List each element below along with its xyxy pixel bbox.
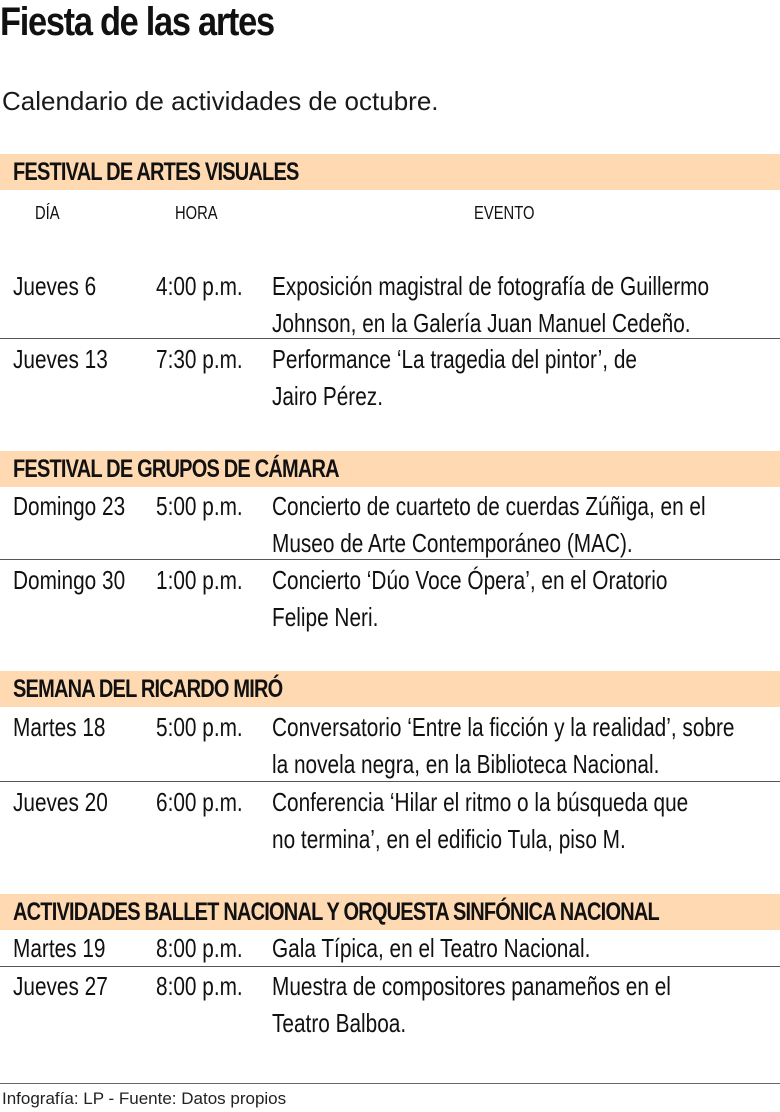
row-divider bbox=[0, 559, 780, 560]
event-day: Martes 19 bbox=[13, 933, 106, 963]
section-title: ACTIVIDADES BALLET NACIONAL Y ORQUESTA SINFÓNICA NACIONAL bbox=[13, 898, 659, 926]
event-desc-line1: Performance ‘La tragedia del pintor’, de bbox=[272, 344, 637, 374]
event-day: Jueves 13 bbox=[13, 344, 108, 374]
event-hour: 7:30 p.m. bbox=[156, 344, 243, 374]
event-desc-line2: Jairo Pérez. bbox=[272, 381, 383, 411]
column-header-hour: HORA bbox=[175, 203, 218, 223]
event-desc-line1: Conversatorio ‘Entre la ficción y la realidad’, sobre bbox=[272, 712, 735, 742]
event-day: Jueves 20 bbox=[13, 787, 108, 817]
page-title: Fiesta de las artes bbox=[0, 0, 274, 44]
event-hour: 8:00 p.m. bbox=[156, 971, 243, 1001]
footer-divider bbox=[0, 1083, 780, 1084]
event-desc-line1: Exposición magistral de fotografía de Guillermo bbox=[272, 271, 710, 301]
event-day: Domingo 23 bbox=[13, 491, 126, 521]
section-header-grupos-camara bbox=[0, 451, 780, 487]
event-day: Jueves 6 bbox=[13, 271, 97, 301]
row-divider bbox=[0, 338, 780, 339]
event-desc-line1: Concierto de cuarteto de cuerdas Zúñiga, en el bbox=[272, 491, 706, 521]
page-subtitle: Calendario de actividades de octubre. bbox=[2, 86, 439, 116]
event-hour: 5:00 p.m. bbox=[156, 491, 243, 521]
event-day: Domingo 30 bbox=[13, 565, 126, 595]
event-hour: 8:00 p.m. bbox=[156, 933, 243, 963]
event-desc-line2: Teatro Balboa. bbox=[272, 1008, 407, 1038]
section-title: FESTIVAL DE ARTES VISUALES bbox=[13, 158, 299, 186]
event-hour: 1:00 p.m. bbox=[156, 565, 243, 595]
event-hour: 6:00 p.m. bbox=[156, 787, 243, 817]
event-desc-line2: Museo de Arte Contemporáneo (MAC). bbox=[272, 528, 633, 558]
source-credit: Infografía: LP - Fuente: Datos propios bbox=[2, 1089, 287, 1108]
event-desc-line2: la novela negra, en la Biblioteca Nacional. bbox=[272, 749, 660, 779]
event-hour: 5:00 p.m. bbox=[156, 712, 243, 742]
event-desc-line1: Gala Típica, en el Teatro Nacional. bbox=[272, 933, 591, 963]
section-title: FESTIVAL DE GRUPOS DE CÁMARA bbox=[13, 455, 339, 483]
section-header-artes-visuales bbox=[0, 154, 780, 190]
event-desc-line1: Concierto ‘Dúo Voce Ópera’, en el Oratorio bbox=[272, 565, 668, 595]
section-header-ricardo-miro bbox=[0, 671, 780, 707]
event-desc-line2: no termina’, en el edificio Tula, piso M. bbox=[272, 824, 626, 854]
column-header-event: EVENTO bbox=[474, 203, 535, 223]
event-desc-line2: Johnson, en la Galería Juan Manuel Cedeño. bbox=[272, 308, 691, 338]
event-day: Jueves 27 bbox=[13, 971, 108, 1001]
event-day: Martes 18 bbox=[13, 712, 106, 742]
row-divider bbox=[0, 781, 780, 782]
column-header-day: DÍA bbox=[35, 203, 60, 223]
event-hour: 4:00 p.m. bbox=[156, 271, 243, 301]
section-header-ballet-orquesta bbox=[0, 894, 780, 930]
event-desc-line1: Muestra de compositores panameños en el bbox=[272, 971, 671, 1001]
event-desc-line2: Felipe Neri. bbox=[272, 602, 379, 632]
event-desc-line1: Conferencia ‘Hilar el ritmo o la búsqueda que bbox=[272, 787, 689, 817]
section-title: SEMANA DEL RICARDO MIRÓ bbox=[13, 675, 283, 703]
